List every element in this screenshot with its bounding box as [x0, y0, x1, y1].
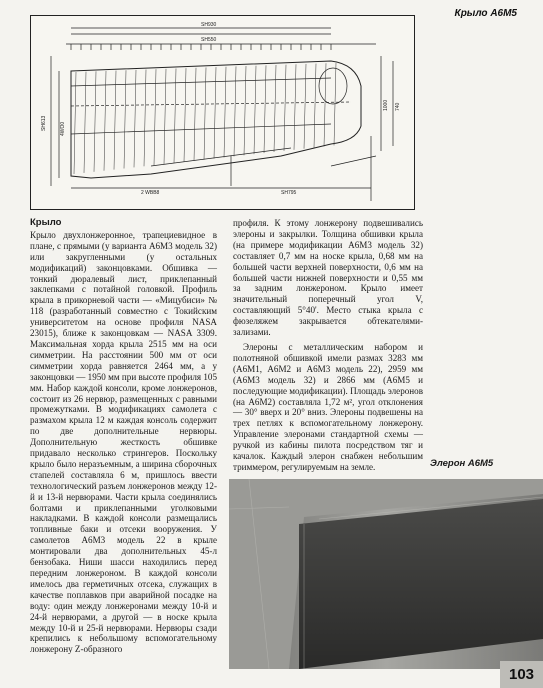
paragraph-wing-skin: профиля. К этому лонжерону подвешивались элероны и закрылки. Толщина обшивки крыла (на примере модификации А6М3 модель 32) составляет 0,7 мм на носке крыла, 0,68 мм на большей части верхней поверхности, 0,6 мм на большей части нижней поверхности и 0,55 мм за задним лонжероном. Крыло имеет значительный поперечный угол V, составляющий 5°40'. Место стыка крыла с фюзеляжем закрывается обтекателями-зализами.: [233, 218, 423, 338]
page-number: 103: [500, 661, 543, 688]
dim-bottom-1: 2 WBB8: [141, 190, 160, 196]
dim-left-1: SH613: [41, 115, 47, 131]
paragraph-ailerons: Элероны с металлическим набором и полотняной обшивкой имели размах 3283 мм (А6М1, А6М2 и А6М3 модель 22), 2959 мм (А6М3 модель 32) и 2866 мм (А6М5 и последующие модификации). Площадь элеронов (на А6М2) составляла 1,72 м², угол отклонения — 30° вверх и 20° вниз. Элероны подвешены на трех петлях к вспомогательному лонжерону. Управление элеронами стандартной схемы — ручкой из кабины пилота посредством тяг и качалок. Каждый элерон снабжен небольшим триммером, регулируемым на земле.: [233, 341, 423, 472]
dim-bottom-2: SH795: [281, 190, 297, 196]
section-heading: Крыло: [30, 217, 62, 228]
page-title: Крыло А6М5: [454, 8, 517, 19]
dim-left-2: 4WO0: [60, 121, 66, 136]
aileron-photo: [229, 479, 543, 669]
dim-right-2: 740: [395, 102, 401, 111]
dim-top-1: SH930: [201, 22, 217, 28]
paragraph-wing-structure: Крыло двухлонжеронное, трапециевидное в плане, с прямыми (у варианта А6М3 модель 32) или закругленными (у остальных модификаций) законцовками. Обшивка — тонкий дюралевый лист, приклепанный заклепками с потайной головкой. Профиль крыла в прикорневой части — «Мицубиси» № 118 (разработанный совместно с Токийским университетом на основе профиля NASA 23015), ближе к законцовкам — NASA 3309. Максимальная хорда крыла 2515 мм на оси симметрии. На расстоянии 500 мм от оси симметрии хорда равняется 2464 мм, а у законцовки — 1950 мм при высоте профиля 105 мм. Набор каждой консоли, кроме лонжеронов, состоит из 26 нервюр, размещенных с равными промежутками. В модификациях самолета с размахом крыла 12 м каждая консоль содержит по две дополнительные нервюры. Дополнительную жесткость обшивке придавало несколько стрингеров. Поскольку крыло было неразъемным, а ширина сборочных стапелей составляла 6 м, пришлось ввести технологический разъем лонжеронов между 12-й и 13-й нервюрами. Части крыла соединялись болтами и приклепанными уголковыми накладками. В каждой консоли размещались топливные баки и отсеки вооружения. У самолетов А6М3 модель 22 в крыле монтировали два дополнительных 45-л бензобака. Ниши шасси находились перед передним лонжероном. В каждой консоли имелось два герметичных отсека, служащих в качестве поплавков при аварийной посадке на воду: один между лонжеронами между 10-й и 24-й нервюрами, а другой — в носке крыла между 10-й и 25-й нервюрами. Нервюры сзади крепились к небольшому вспомогательному лонжерону Z-образного: [30, 229, 217, 655]
dim-top-2: SH550: [201, 37, 217, 43]
article-left-column: [30, 218, 217, 655]
dim-right-1: 1000: [383, 99, 389, 111]
photo-caption: Элерон А6М5: [430, 458, 494, 469]
wing-technical-drawing: [30, 15, 415, 210]
article-right-column: [233, 218, 423, 473]
